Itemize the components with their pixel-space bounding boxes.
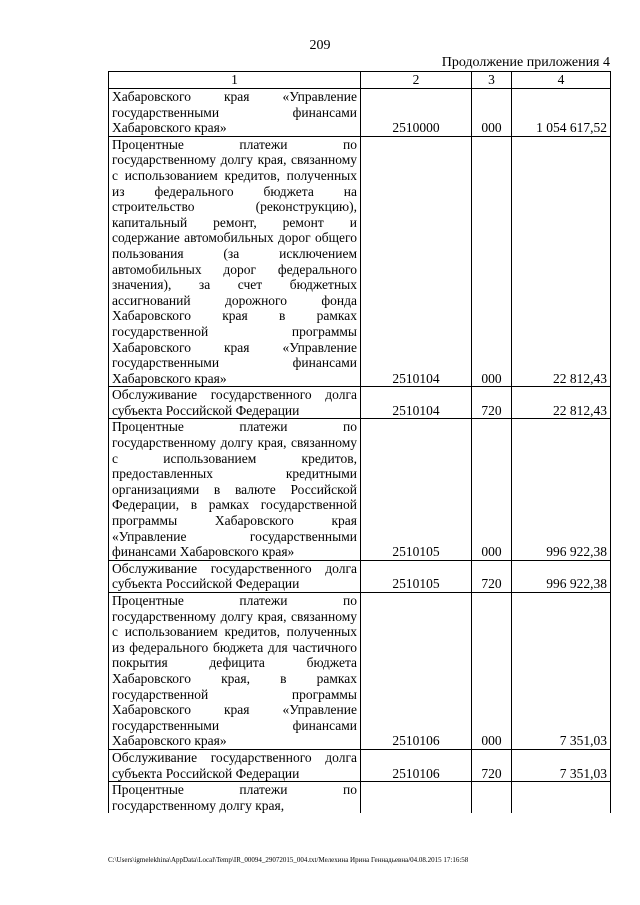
- row-type: 000: [472, 89, 512, 137]
- row-description: Процентные платежи по государственному долгу края, связанному с использованием кредитов, полученных из федерального бюджета для частичного покрытия дефицита бюджета Хабаровского края, в рамках государственной программы Хабаровского края «Управление государственными финансами Хабаровского края»: [109, 593, 361, 750]
- row-description: Обслуживание государственного долга субъекта Российской Федерации: [109, 387, 361, 419]
- row-description: Процентные платежи по государственному долгу края, связанному с использованием кредитов, полученных из федерального бюджета на строительство (реконструкцию), капитальный ремонт, ремонт и содержание автомобильных дорог общего пользования (за исключением автомобильных дорог федерального значения), за счет бюджетных ассигнований дорожного фонда Хабаровского края в рамках государственной программы Хабаровского края «Управление государственными финансами Хабаровского края»: [109, 136, 361, 387]
- table-header-row: [109, 72, 611, 89]
- row-code: 2510105: [361, 419, 472, 560]
- row-amount: 1 054 617,52: [512, 89, 611, 137]
- continuation-label: Продолжение приложения 4: [441, 55, 610, 70]
- table-row: [109, 387, 611, 419]
- row-description: Обслуживание государственного долга субъекта Российской Федерации: [109, 749, 361, 781]
- row-code: 2510106: [361, 749, 472, 781]
- row-type: 000: [472, 136, 512, 387]
- row-description: Обслуживание государственного долга субъекта Российской Федерации: [109, 560, 361, 592]
- row-description: Процентные платежи по государственному долгу края, связанному с использованием кредитов, предоставленных кредитными организациями в валюте Российской Федерации, в рамках государственной программы Хабаровского края «Управление государственными финансами Хабаровского края»: [109, 419, 361, 560]
- row-type: 000: [472, 593, 512, 750]
- row-amount: 7 351,03: [512, 593, 611, 750]
- row-amount: 22 812,43: [512, 136, 611, 387]
- table-row: [109, 136, 611, 387]
- table-row: [109, 782, 611, 814]
- row-code: 2510106: [361, 593, 472, 750]
- row-code: 2510105: [361, 560, 472, 592]
- row-amount: 22 812,43: [512, 387, 611, 419]
- row-code: 2510104: [361, 136, 472, 387]
- row-amount: [512, 782, 611, 814]
- table-row: [109, 89, 611, 137]
- budget-table: [108, 71, 611, 813]
- footer-file-path: C:\Users\igmelekhina\AppData\Local\Temp\IR_00094_29072015_004.txt/Мелехина Ирина Геннадьевна/04.08.2015 17:16:58: [108, 856, 469, 864]
- row-type: [472, 782, 512, 814]
- row-type: 720: [472, 749, 512, 781]
- column-header-description: 1: [109, 72, 361, 89]
- row-code: 2510104: [361, 387, 472, 419]
- row-amount: 996 922,38: [512, 419, 611, 560]
- column-header-type: 3: [472, 72, 512, 89]
- row-type: 720: [472, 387, 512, 419]
- row-code: 2510000: [361, 89, 472, 137]
- table-row: [109, 560, 611, 592]
- row-type: 000: [472, 419, 512, 560]
- column-header-amount: 4: [512, 72, 611, 89]
- column-header-code: 2: [361, 72, 472, 89]
- page-number: 209: [309, 38, 331, 53]
- table-row: [109, 749, 611, 781]
- table-row: [109, 419, 611, 560]
- row-code: [361, 782, 472, 814]
- row-type: 720: [472, 560, 512, 592]
- row-amount: 7 351,03: [512, 749, 611, 781]
- row-amount: 996 922,38: [512, 560, 611, 592]
- row-description: Процентные платежи по государственному долгу края,: [109, 782, 361, 814]
- row-description: Хабаровского края «Управление государственными финансами Хабаровского края»: [109, 89, 361, 137]
- table-row: [109, 593, 611, 750]
